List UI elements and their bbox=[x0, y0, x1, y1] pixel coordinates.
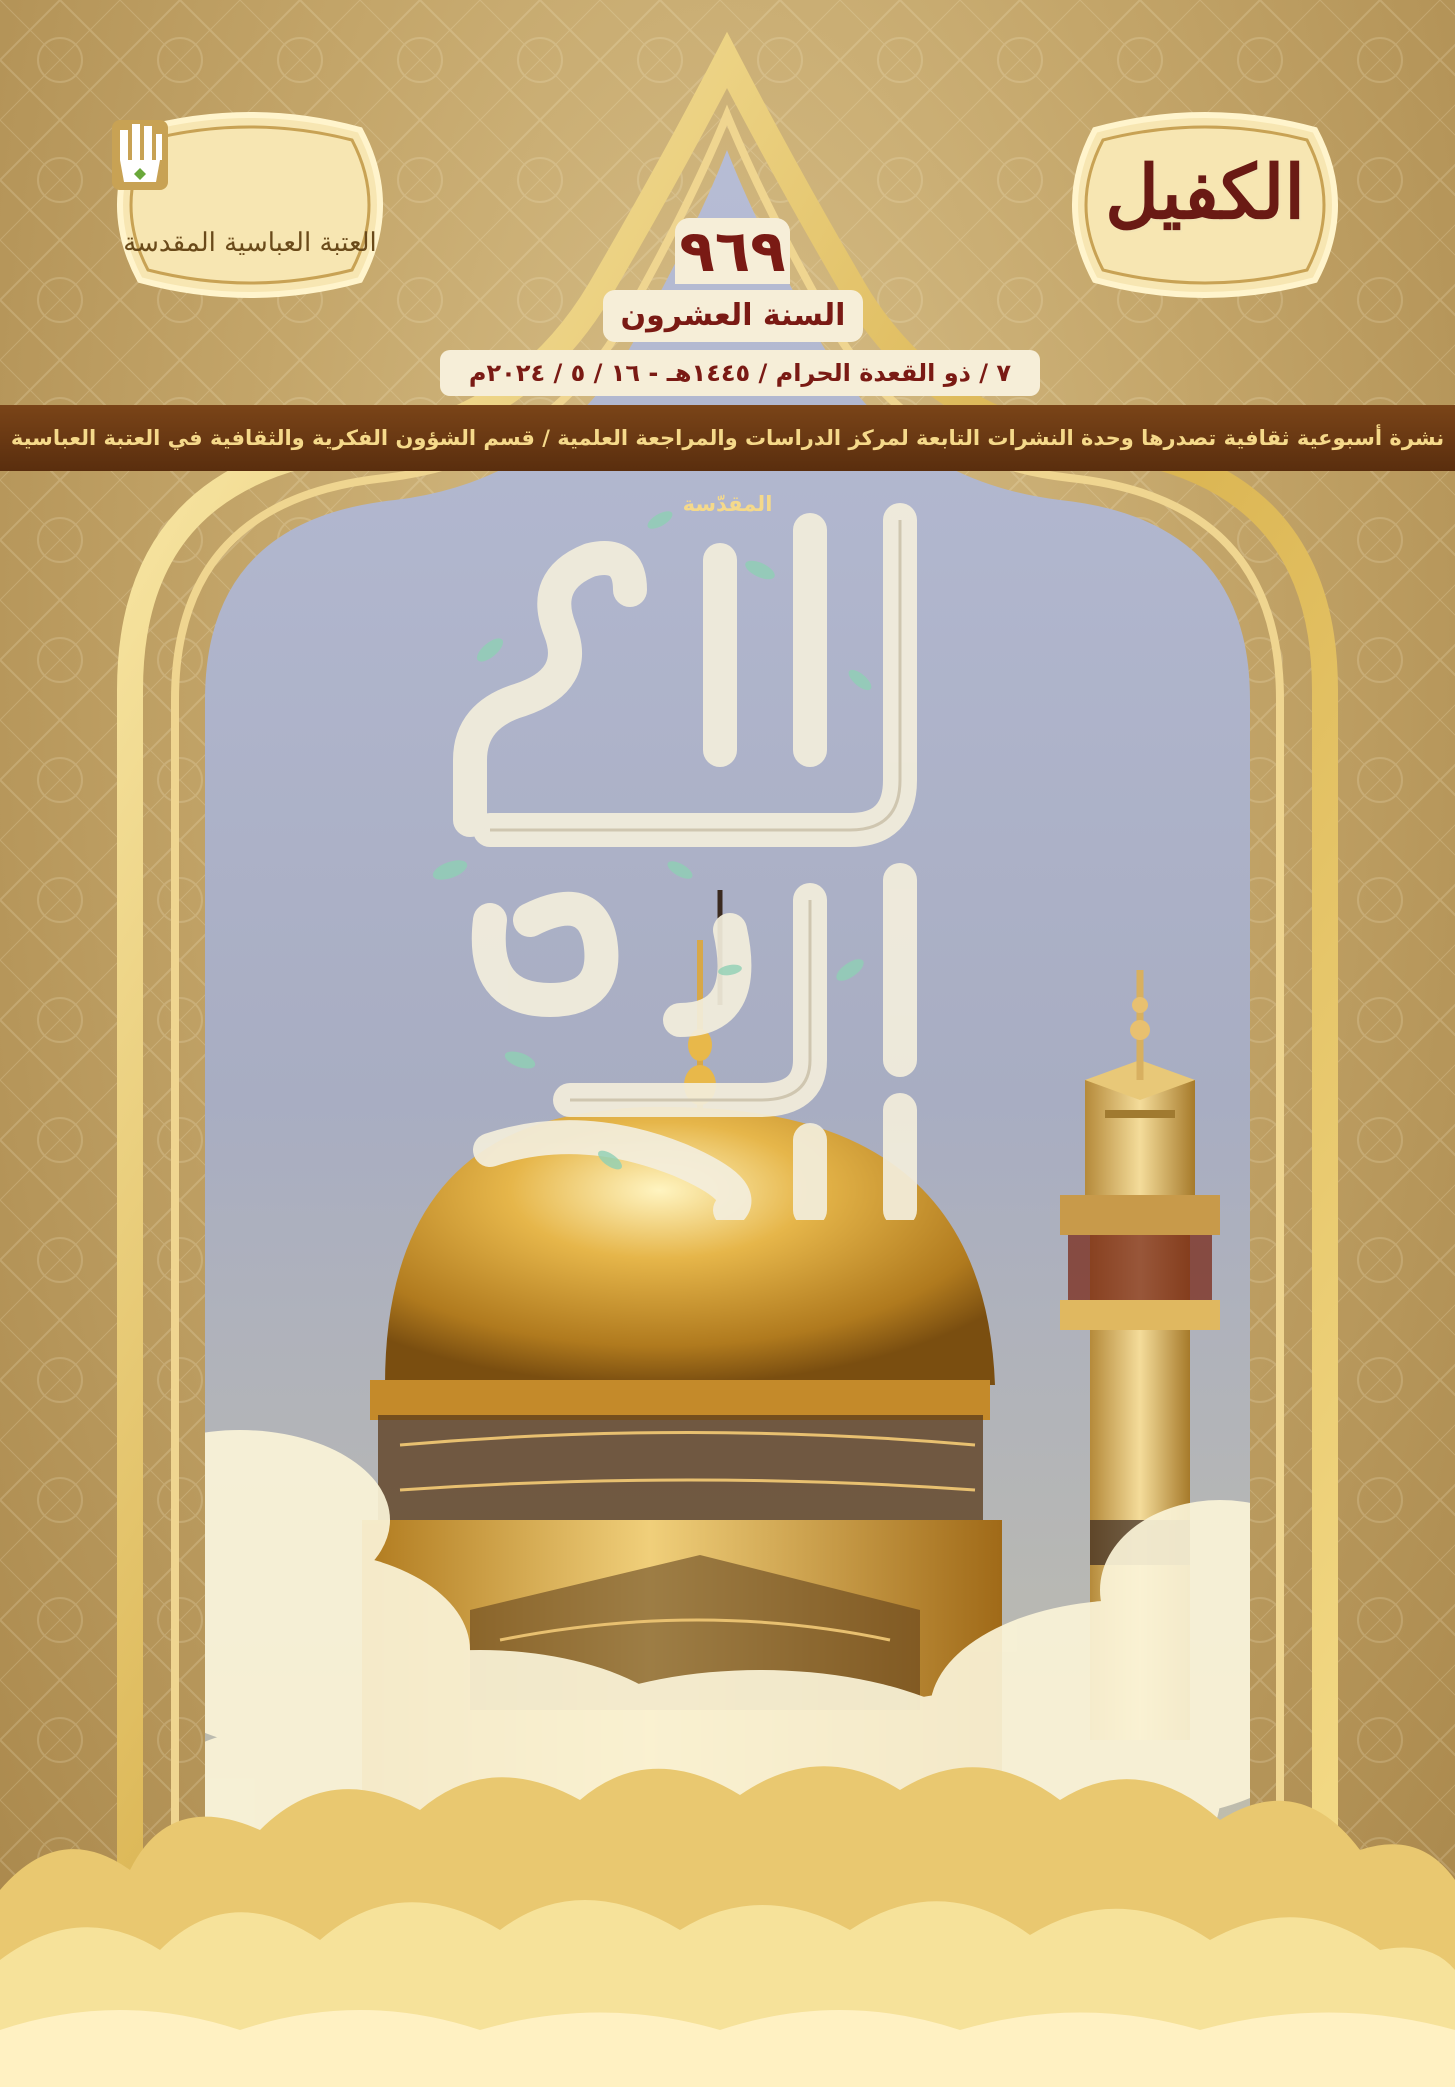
year-label: السنة العشرون bbox=[603, 290, 863, 342]
magazine-title: الكفيل bbox=[1105, 150, 1305, 236]
publisher-ribbon bbox=[0, 405, 1455, 516]
ribbon-text: نشرة أسبوعية ثقافية تصدرها وحدة النشرات التابعة لمركز الدراسات والمراجعة العلمية / قسم الشؤون الفكرية والثقافية في العتبة العباسية المقدّسة bbox=[10, 426, 1445, 516]
date-line: ٧ / ذو القعدة الحرام / ١٤٤٥هـ - ١٦ / ٥ / ٢٠٢٤م bbox=[440, 350, 1040, 396]
hand-icon bbox=[100, 110, 180, 200]
issue-number: ٩٦٩ bbox=[675, 218, 790, 284]
title-badge bbox=[1055, 110, 1355, 300]
calligraphy-artwork bbox=[430, 500, 930, 1220]
logo-text: العتبة العباسية المقدسة bbox=[123, 228, 377, 258]
logo-badge bbox=[100, 110, 400, 300]
